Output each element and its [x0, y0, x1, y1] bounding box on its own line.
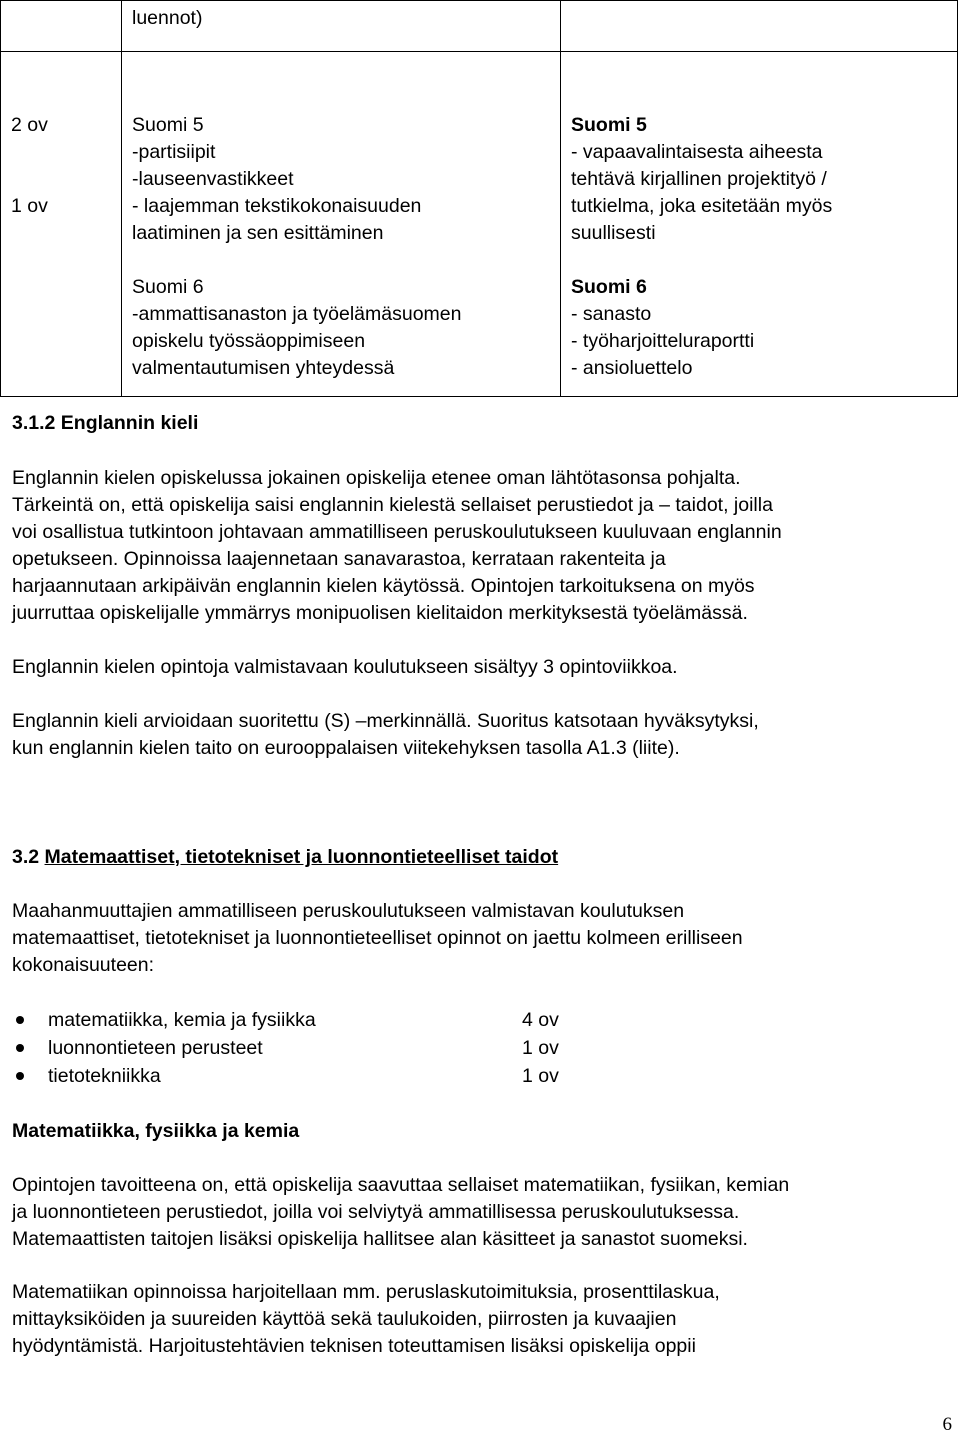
bullet-list — [12, 1006, 712, 1090]
paragraph: Englannin kielen opiskelussa jokainen opiskelija etenee oman lähtötasonsa pohjalta. Tärkeintä on, että opiskelija saisi englannin kielestä sellaiset perustiedot ja – taidot, joilla voi osallistua tutkintoon johtavaan ammatilliseen peruskoulutukseen kuuluvaan englannin opetukseen. Opinnoissa laajennetaan sanavarastoa, kerrataan rakenteita ja harjaannutaan arkipäivän englannin kielen käytössä. Opintojen tarkoituksena on myös juurruttaa opiskelijalle ymmärrys monipuolisen kielitaidon merkityksestä työelämässä. — [12, 467, 782, 624]
bullet-icon — [16, 1044, 24, 1052]
course-title: Suomi 6 — [132, 276, 204, 298]
paragraph: Englannin kielen opintoja valmistavaan koulutukseen sisältyy 3 opintoviikkoa. — [12, 656, 678, 678]
assessment-title: Suomi 5 — [571, 114, 647, 136]
bullet-icon — [16, 1072, 24, 1080]
paragraph: Englannin kieli arvioidaan suoritettu (S) –merkinnällä. Suoritus katsotaan hyväksytyksi, kun englannin kielen taito on eurooppalaisen viitekehyksen tasolla A1.3 (liite). — [12, 710, 759, 759]
paragraph: Maahanmuuttajien ammatilliseen peruskoulutukseen valmistavan koulutuksen matemaattiset, tietotekniset ja luonnontieteelliset opinnot on jaettu kolmeen erilliseen kokonaisuuteen: — [12, 900, 743, 976]
paragraph: Matematiikan opinnoissa harjoitellaan mm. peruslaskutoimituksia, prosenttilaskua, mittayksiköiden ja suureiden käyttöä sekä taulukoiden, piirrosten ja kuvaajien hyödyntämistä. Harjoitustehtävien teknisen toteuttamisen lisäksi opiskelija oppii — [12, 1281, 720, 1357]
credits-value: 1 ov — [11, 195, 48, 217]
table-row — [1, 1, 958, 52]
paragraph: Opintojen tavoitteena on, että opiskelija saavuttaa sellaiset matematiikan, fysiikan, kemian ja luonnontieteen perustiedot, joilla voi selviytyä ammatillisessa peruskoulutuksessa. Matemaattisten taitojen lisäksi opiskelija hallitsee alan käsitteet ja sanastot suomeksi. — [12, 1174, 790, 1250]
course-title: Suomi 5 — [132, 114, 204, 136]
list-item: matematiikka, kemia ja fysiikka 4 ov — [12, 1006, 712, 1034]
study-plan-table — [0, 0, 958, 397]
course-contents-cell: Suomi 5 -partisiipit -lauseenvastikkeet - laajemman tekstikokonaisuuden laatiminen ja sen esittäminen Suomi 6 -ammattisanaston ja työelämäsuomen opiskelu työssäoppimiseen valmentautumisen yhteydessä — [122, 52, 561, 397]
assessment-cell: Suomi 5 - vapaavalintaisesta aiheesta tehtävä kirjallinen projektityö / tutkielma, joka esitetään myös suullisesti Suomi 6 - sanasto - työharjoitteluraportti - ansioluettelo — [561, 52, 958, 397]
subheading: Matematiikka, fysiikka ja kemia — [12, 1120, 300, 1142]
bullet-icon — [16, 1016, 24, 1024]
section-heading: 3.2 Matemaattiset, tietotekniset ja luonnontieteelliset taidot — [12, 846, 559, 868]
table-cell: luennot) — [122, 1, 561, 52]
assessment-title: Suomi 6 — [571, 276, 647, 298]
section-heading: 3.1.2 Englannin kieli — [12, 412, 199, 434]
list-item: luonnontieteen perusteet 1 ov — [12, 1034, 712, 1062]
page-number: 6 — [942, 1414, 952, 1435]
table-row — [1, 52, 958, 397]
list-item: tietotekniikka 1 ov — [12, 1062, 712, 1090]
credits-value: 2 ov — [11, 114, 48, 136]
